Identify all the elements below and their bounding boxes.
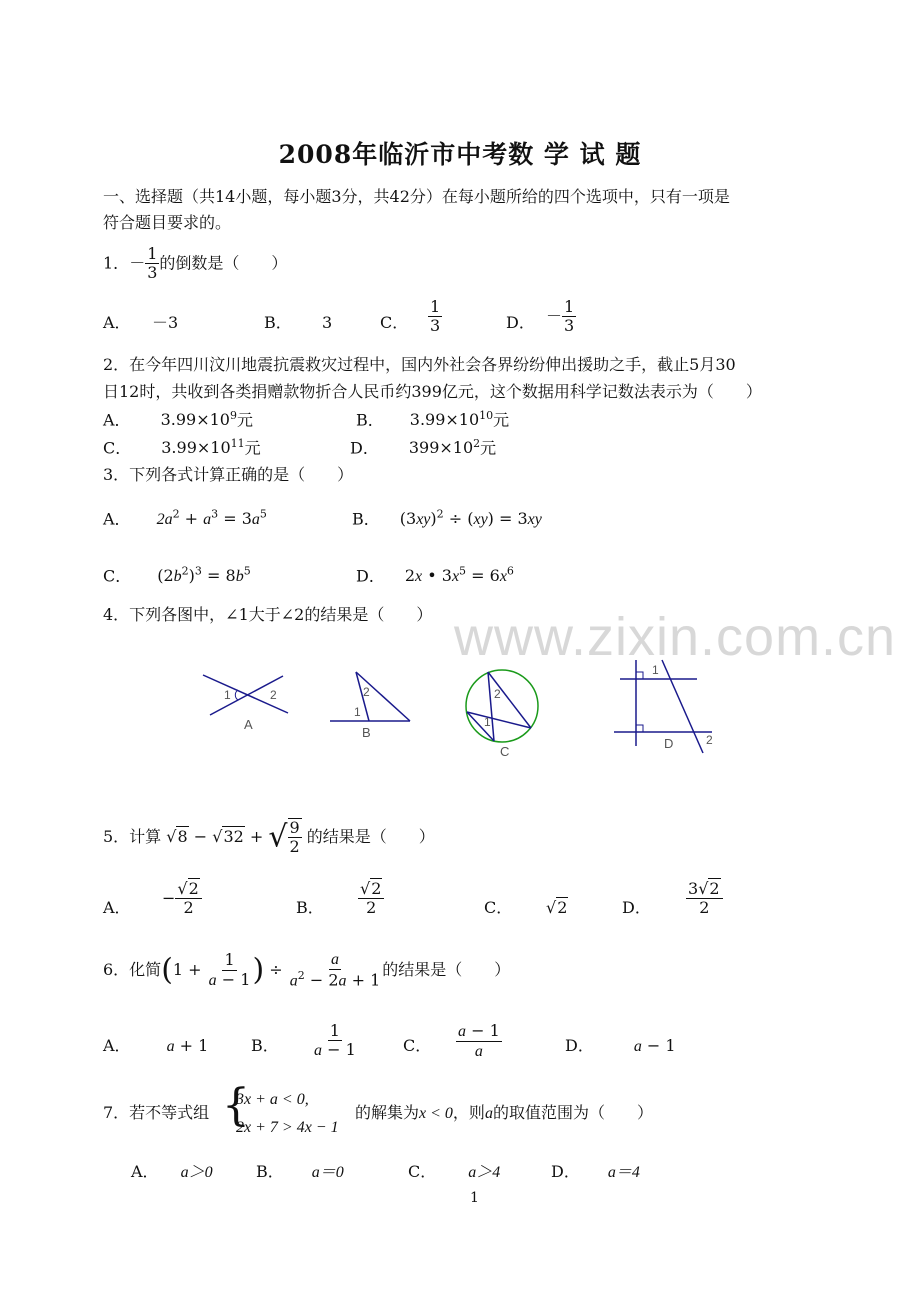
q5-option-c-value: √2 [546, 898, 568, 917]
q4-figures [0, 650, 920, 770]
page-title: 2008年临沂市中考数 学 试 题 [278, 140, 642, 169]
q1-option-c-label: C． [380, 313, 409, 332]
q7-system-line1: 3x + a < 0, [236, 1091, 309, 1108]
q7-system-line2: 2x + 7 > 4x − 1 [236, 1119, 339, 1136]
q5-option-d-label: D． [622, 898, 651, 917]
q2-option-c: C． $3.99\times 10^{11}$元 [103, 437, 261, 458]
question-2-stem-line2: 日12时，共收到各类捐赠款物折合人民币约399亿元，这个数据用科学记数法表示为（ ） [103, 382, 762, 401]
fraction-one-third: $\frac{1}{3}$ [147, 244, 158, 283]
q6-option-d: D． a − 1 [565, 1036, 676, 1055]
q3-option-a: A． $2a^2 + a^3 = 3a^5$ [103, 508, 267, 529]
q2-option-b: B． $3.99\times 10^{10}$元 [356, 409, 510, 430]
q1-option-a-label: A． [103, 313, 131, 332]
brace: { [222, 1080, 250, 1131]
fig-a-angle-2: 2 [270, 688, 277, 702]
q3-option-b: B． $(3xy)^2 \div (xy) = 3xy$ [352, 508, 542, 529]
q1-option-b-value: 3 [322, 313, 333, 332]
q6-option-b-label: B． [251, 1036, 279, 1055]
q6-option-b-value: $\frac{1}{a - 1}$ [314, 1021, 356, 1060]
q6-option-c-label: C． [403, 1036, 432, 1055]
fig-b-angle-1: 1 [354, 705, 361, 719]
q3-option-c: C． $(2b^2)^3 = 8b^5$ [103, 565, 251, 586]
fig-d-angle-1: 1 [652, 663, 659, 677]
q6-option-c-value: $\frac{a - 1}{a}$ [458, 1021, 500, 1061]
fig-c-angle-2: 2 [494, 687, 501, 701]
question-3-stem: 3．下列各式计算正确的是（ ） [103, 465, 354, 484]
q7-option-d: D． a＝4 [551, 1162, 640, 1181]
q1-option-d-value: － $\frac{1}{3}$ [546, 297, 575, 336]
fig-d-angle-2: 2 [706, 733, 713, 747]
q6-option-a: A． a + 1 [103, 1036, 209, 1055]
q5-option-c-label: C． [484, 898, 513, 917]
q5-option-b-label: B． [296, 898, 324, 917]
question-1-stem: 1．－ $\frac{1}{3}$ 的倒数是（ ） [103, 244, 288, 283]
q2-option-a: A． $3.99\times 10^9$元 [103, 409, 253, 430]
q1-option-a-value: －3 [152, 313, 179, 332]
q1-option-b-label: B． [264, 313, 292, 332]
q7-option-a: A． a＞0 [131, 1162, 213, 1181]
fig-b-angle-2: 2 [363, 685, 370, 699]
question-5-stem: 5．计算 √8 − √32 + √ $\frac{9}{2}$ 的结果是（ ） [103, 818, 435, 857]
question-2-stem-line1: 2．在今年四川汶川地震抗震救灾过程中，国内外社会各界纷纷伸出援助之手，截止5月30 [103, 355, 736, 374]
question-7-stem: 7．若不等式组 [103, 1103, 210, 1122]
fig-c-label: C [500, 744, 510, 759]
section-instruction-line2: 符合题目要求的。 [103, 213, 232, 232]
section-instruction-line1: 一、选择题（共14小题，每小题3分，共42分）在每小题所给的四个选项中，只有一项是 [103, 187, 730, 206]
watermark: www.zixin.com.cn [454, 607, 897, 667]
fig-a-label: A [244, 717, 253, 732]
figure-b [330, 672, 410, 740]
fig-b-label: B [362, 725, 371, 740]
q5-option-b-value: $\frac{√2}{2}$ [358, 880, 384, 918]
figure-d [614, 660, 713, 753]
figure-c [466, 670, 538, 759]
q7-option-b: B． a＝0 [256, 1162, 344, 1181]
q1-option-d-label: D． [506, 313, 535, 332]
fig-c-angle-1: 1 [484, 715, 491, 729]
q3-option-d: D． 2x • $3x^5 = 6x^6$ [356, 565, 514, 586]
q2-option-d: D． $399\times 10^2$元 [350, 437, 497, 458]
q5-option-a-label: A． [103, 898, 131, 917]
q1-option-c-value: $\frac{1}{3}$ [430, 297, 441, 336]
fig-a-angle-1: 1 [224, 688, 231, 702]
fig-d-label: D [664, 736, 674, 751]
q7-option-c: C． a＞4 [408, 1162, 501, 1181]
page-number: 1 [470, 1190, 479, 1206]
figure-a [203, 675, 288, 732]
q7-stem-tail: 的解集为x < 0，则a的取值范围为（ ） [355, 1103, 653, 1122]
q5-option-d-value: $\frac{3√2}{2}$ [686, 880, 723, 918]
question-4-stem: 4．下列各图中，∠1大于∠2的结果是（ ） [103, 605, 433, 624]
question-6-stem: 6．化简(1 + $\frac{1}{a - 1}$ ) ÷ $\frac{a}{a^2 - 2a + 1}$ 的结果是（ ） [103, 950, 511, 990]
q5-option-a-value: − $\frac{√2}{2}$ [162, 880, 202, 918]
